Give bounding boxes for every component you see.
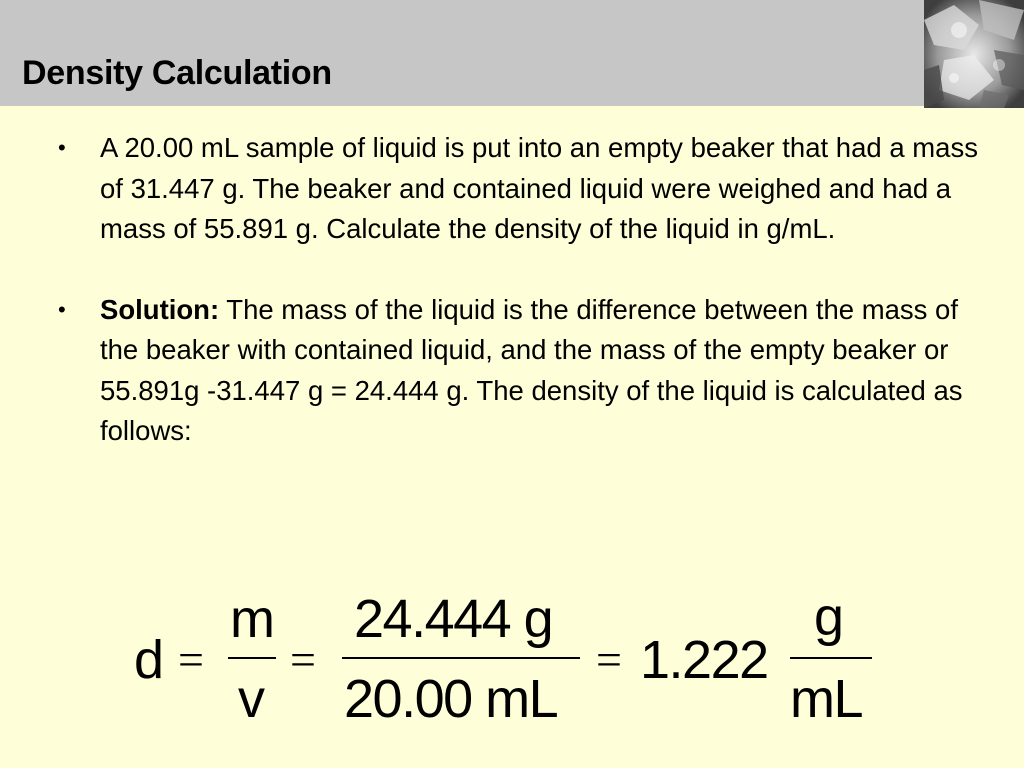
bullet-marker: • bbox=[58, 135, 66, 160]
bullet-problem bbox=[52, 128, 982, 250]
fraction2-denominator: 20.00 mL bbox=[344, 669, 558, 729]
density-equation bbox=[0, 580, 1024, 740]
equals-sign: = bbox=[596, 634, 622, 685]
equation-lhs: d bbox=[134, 630, 163, 690]
solution-text: The mass of the liquid is the difference between the mass of the beaker with contained liquid, and the mass of the empty beaker or 55.891g -31.447 g = 24.444 g. The density of the liquid is calculated as follows: bbox=[100, 293, 963, 446]
solution-label: Solution: bbox=[100, 293, 220, 325]
fraction2-bar bbox=[342, 657, 580, 659]
fraction1-bar bbox=[228, 657, 276, 659]
problem-text: A 20.00 mL sample of liquid is put into an empty beaker that had a mass of 31.447 g. The beaker and contained liquid were weighed and had a mass of 55.891 g. Calculate the density of the liquid in g/mL. bbox=[100, 132, 978, 244]
unit-bar bbox=[790, 657, 872, 659]
bullet-marker: • bbox=[58, 296, 66, 322]
equals-sign: = bbox=[178, 634, 204, 685]
unit-denominator: mL bbox=[790, 669, 863, 729]
bullet-list bbox=[52, 128, 982, 452]
crystal-photo-graphic bbox=[924, 0, 1024, 108]
crystal-photo-icon bbox=[924, 0, 1024, 108]
fraction1-numerator: m bbox=[230, 589, 274, 649]
result-value: 1.222 bbox=[640, 630, 768, 690]
unit-numerator: g bbox=[814, 587, 843, 647]
bullet-solution bbox=[52, 290, 982, 452]
slide-title: Density Calculation bbox=[22, 54, 332, 92]
fraction1-denominator: v bbox=[238, 669, 264, 729]
equals-sign: = bbox=[290, 634, 316, 685]
fraction2-numerator: 24.444 g bbox=[354, 589, 553, 649]
